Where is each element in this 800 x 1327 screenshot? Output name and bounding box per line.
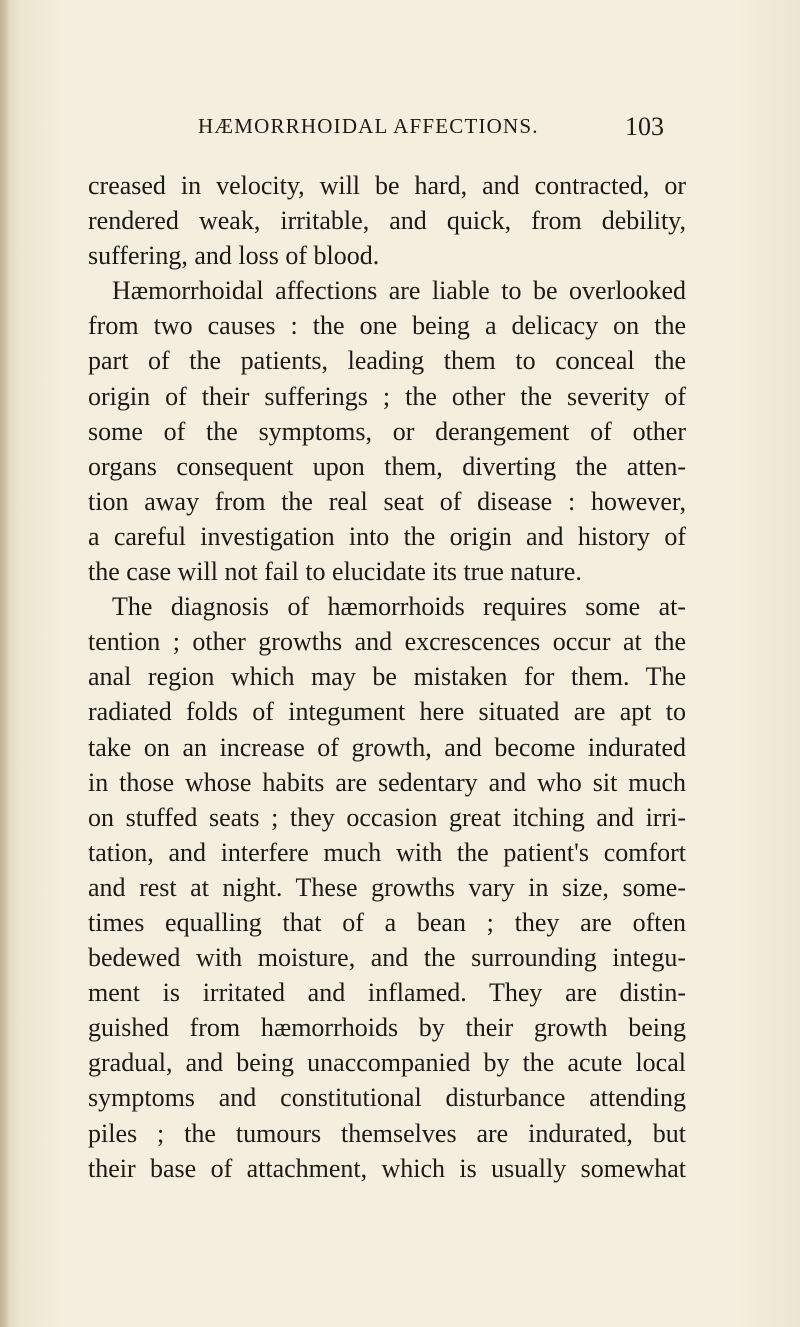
text-line: symptoms and constitutional disturbance attending	[88, 1083, 686, 1113]
text-line: ment is irritated and inflamed. They are distin-	[88, 978, 686, 1008]
running-title: HÆMORRHOIDAL AFFECTIONS.	[198, 114, 539, 138]
text-line: gradual, and being unaccompanied by the acute local	[88, 1048, 686, 1078]
text-line: The diagnosis of hæmorrhoids requires some at-	[112, 592, 686, 622]
text-line: some of the symptoms, or derangement of other	[88, 416, 686, 446]
text-line: radiated folds of integument here situated are apt to	[88, 697, 686, 727]
text-line: and rest at night. These growths vary in size, some-	[88, 872, 686, 902]
text-line: tation, and interfere much with the patient's comfort	[88, 837, 686, 867]
text-line: bedewed with moisture, and the surrounding integu-	[88, 943, 686, 973]
text-line: organs consequent upon them, diverting the atten-	[88, 451, 686, 481]
text-line: anal region which may be mistaken for them. The	[88, 662, 686, 692]
page-number: 103	[625, 112, 664, 141]
running-header	[198, 114, 668, 144]
page-gutter-shadow	[0, 0, 10, 1327]
body-text	[88, 168, 686, 1186]
text-line: suffering, and loss of blood.	[88, 241, 380, 271]
text-line: from two causes : the one being a delicacy on the	[88, 311, 686, 341]
text-line: times equalling that of a bean ; they are often	[88, 907, 686, 937]
text-line: tention ; other growths and excrescences occur at the	[88, 627, 686, 657]
text-line: guished from hæmorrhoids by their growth being	[88, 1013, 686, 1043]
text-line: piles ; the tumours themselves are indurated, but	[88, 1118, 686, 1148]
text-line: tion away from the real seat of disease : however,	[88, 486, 686, 516]
text-line: a careful investigation into the origin and history of	[88, 521, 686, 551]
text-line: part of the patients, leading them to conceal the	[88, 346, 686, 376]
text-line: Hæmorrhoidal affections are liable to be overlooked	[112, 276, 686, 306]
text-line: on stuffed seats ; they occasion great itching and irri-	[88, 802, 686, 832]
text-line: creased in velocity, will be hard, and contracted, or	[88, 171, 686, 200]
text-line: the case will not fail to elucidate its true nature.	[88, 557, 582, 587]
text-line: rendered weak, irritable, and quick, from debility,	[88, 206, 686, 236]
text-line: in those whose habits are sedentary and who sit much	[88, 767, 686, 797]
text-line: take on an increase of growth, and become indurated	[88, 732, 686, 762]
text-line: their base of attachment, which is usually somewhat	[88, 1153, 686, 1183]
text-line: origin of their sufferings ; the other the severity of	[88, 381, 686, 411]
